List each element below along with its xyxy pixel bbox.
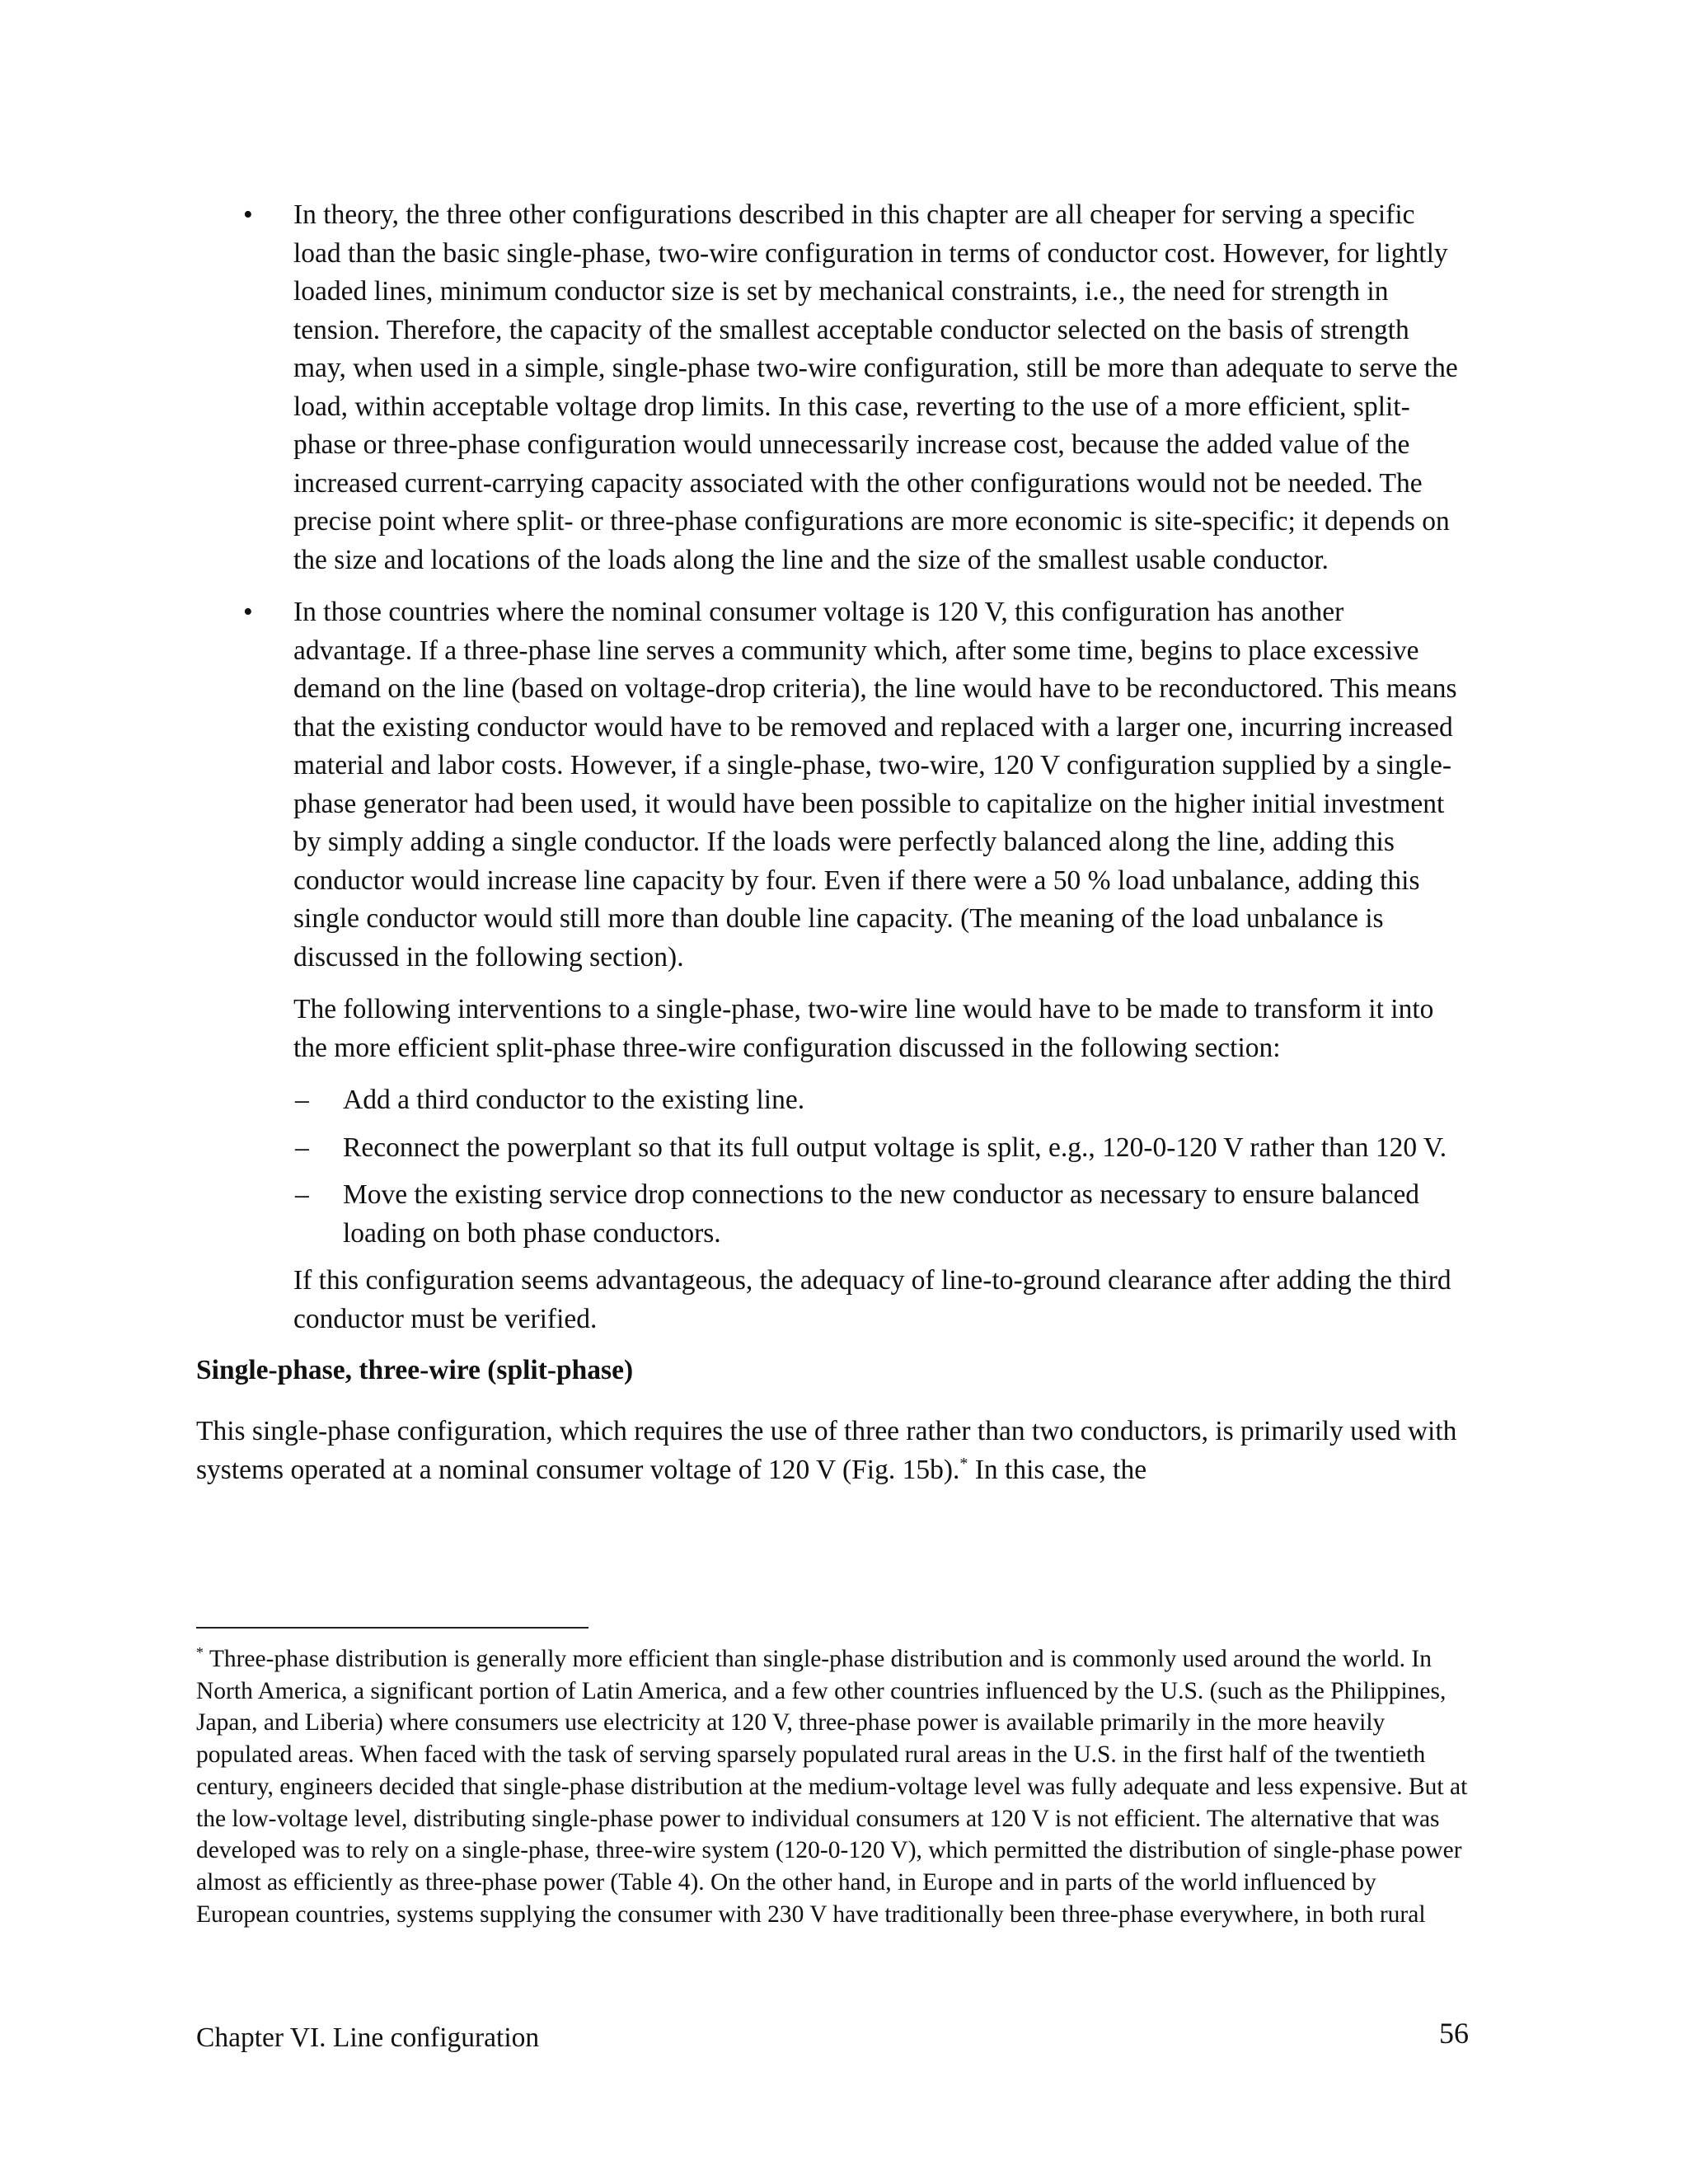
interventions-outro: If this configuration seems advantageous, the adequacy of line-to-ground clearance after adding the third conductor must be verified. xyxy=(293,1265,1451,1334)
footnote xyxy=(196,1643,1469,1930)
bullet-item xyxy=(196,196,1465,579)
interventions-intro: The following interventions to a single-phase, two-wire line would have to be made to transform it into the more efficient split-phase three-wire configuration discussed in the following section: xyxy=(293,994,1434,1063)
dash-icon xyxy=(295,1176,309,1215)
dash-icon xyxy=(295,1129,309,1168)
footer-chapter-title: Chapter VI. Line configuration xyxy=(196,2022,540,2053)
section-heading: Single-phase, three-wire (split-phase) xyxy=(196,1355,634,1385)
list-item xyxy=(293,1129,1465,1168)
list-item-text: Move the existing service drop connections to the new conductor as necessary to ensure balanced loading on both phase conductors. xyxy=(343,1179,1420,1249)
page-body xyxy=(196,196,1465,1489)
bullet-icon xyxy=(243,593,276,632)
list-item-text: Reconnect the powerplant so that its full output voltage is split, e.g., 120-0-120 V rather than 120 V. xyxy=(343,1132,1447,1163)
bullet-icon xyxy=(243,196,276,235)
bullet-item xyxy=(196,593,1465,977)
interventions-list xyxy=(196,1081,1465,1253)
bullet-text: In theory, the three other configurations described in this chapter are all cheaper for serving a specific load than the basic single-phase, two-wire configuration in terms of conductor cost. However, for lightly loaded lines, minimum conductor size is set by mechanical constraints, i.e., the need for strength in tension. Therefore, the capacity of the smallest acceptable conductor selected on the basis of strength may, when used in a simple, single-phase two-wire configuration, still be more than adequate to serve the load, within acceptable voltage drop limits. In this case, reverting to the use of a more efficient, split-phase or three-phase configuration would unnecessarily increase cost, because the added value of the increased current-carrying capacity associated with the other configurations would not be needed. The precise point where split- or three-phase configurations are more economic is site-specific; it depends on the size and locations of the loads along the line and the size of the smallest usable conductor. xyxy=(293,199,1458,575)
dash-icon xyxy=(295,1081,309,1120)
footnote-text: Three-phase distribution is generally more efficient than single-phase distribution and is commonly used around the world. In North America, a significant portion of Latin America, and a few other countries influenced by the U.S. (such as the Philippines, Japan, and Liberia) where consumers use electricity at 120 V, three-phase power is available primarily in the more heavily populated areas. When faced with the task of serving sparsely populated rural areas in the U.S. in the first half of the twentieth century, engineers decided that single-phase distribution at the medium-voltage level was fully adequate and less expensive. But at the low-voltage level, distributing single-phase power to individual consumers at 120 V is not efficient. The alternative that was developed was to rely on a single-phase, three-wire system (120-0-120 V), which permitted the distribution of single-phase power almost as efficiently as three-phase power (Table 4). On the other hand, in Europe and in parts of the world influenced by European countries, systems supplying the consumer with 230 V have traditionally been three-phase everywhere, in both rural xyxy=(196,1646,1468,1928)
section-paragraph-text: This single-phase configuration, which requires the use of three rather than two conductors, is primarily used with systems operated at a nominal consumer voltage of 120 V (Fig. 15b). xyxy=(196,1416,1457,1485)
footnote-reference[interactable]: * xyxy=(959,1454,968,1473)
bullet-text: In those countries where the nominal consumer voltage is 120 V, this configuration has another advantage. If a three-phase line serves a community which, after some time, begins to place excessive demand on the line (based on voltage-drop criteria), the line would have to be reconductored. This means that the existing conductor would have to be removed and replaced with a larger one, incurring increased material and labor costs. However, if a single-phase, two-wire, 120 V configuration supplied by a single-phase generator had been used, it would have been possible to capitalize on the higher initial investment by simply adding a single conductor. If the loads were perfectly balanced along the line, adding this conductor would increase line capacity by four. Even if there were a 50 % load unbalance, adding this single conductor would still more than double line capacity. (The meaning of the load unbalance is discussed in the following section). xyxy=(293,597,1457,972)
page-number: 56 xyxy=(1439,2017,1469,2050)
list-item xyxy=(293,1081,1465,1120)
footnote-divider xyxy=(196,1627,588,1629)
footnote-mark: * xyxy=(196,1644,204,1661)
list-item xyxy=(293,1176,1465,1253)
list-item-text: Add a third conductor to the existing line. xyxy=(343,1085,805,1115)
section-paragraph xyxy=(196,1413,1465,1489)
section-paragraph-text-end: In this case, the xyxy=(968,1454,1147,1485)
